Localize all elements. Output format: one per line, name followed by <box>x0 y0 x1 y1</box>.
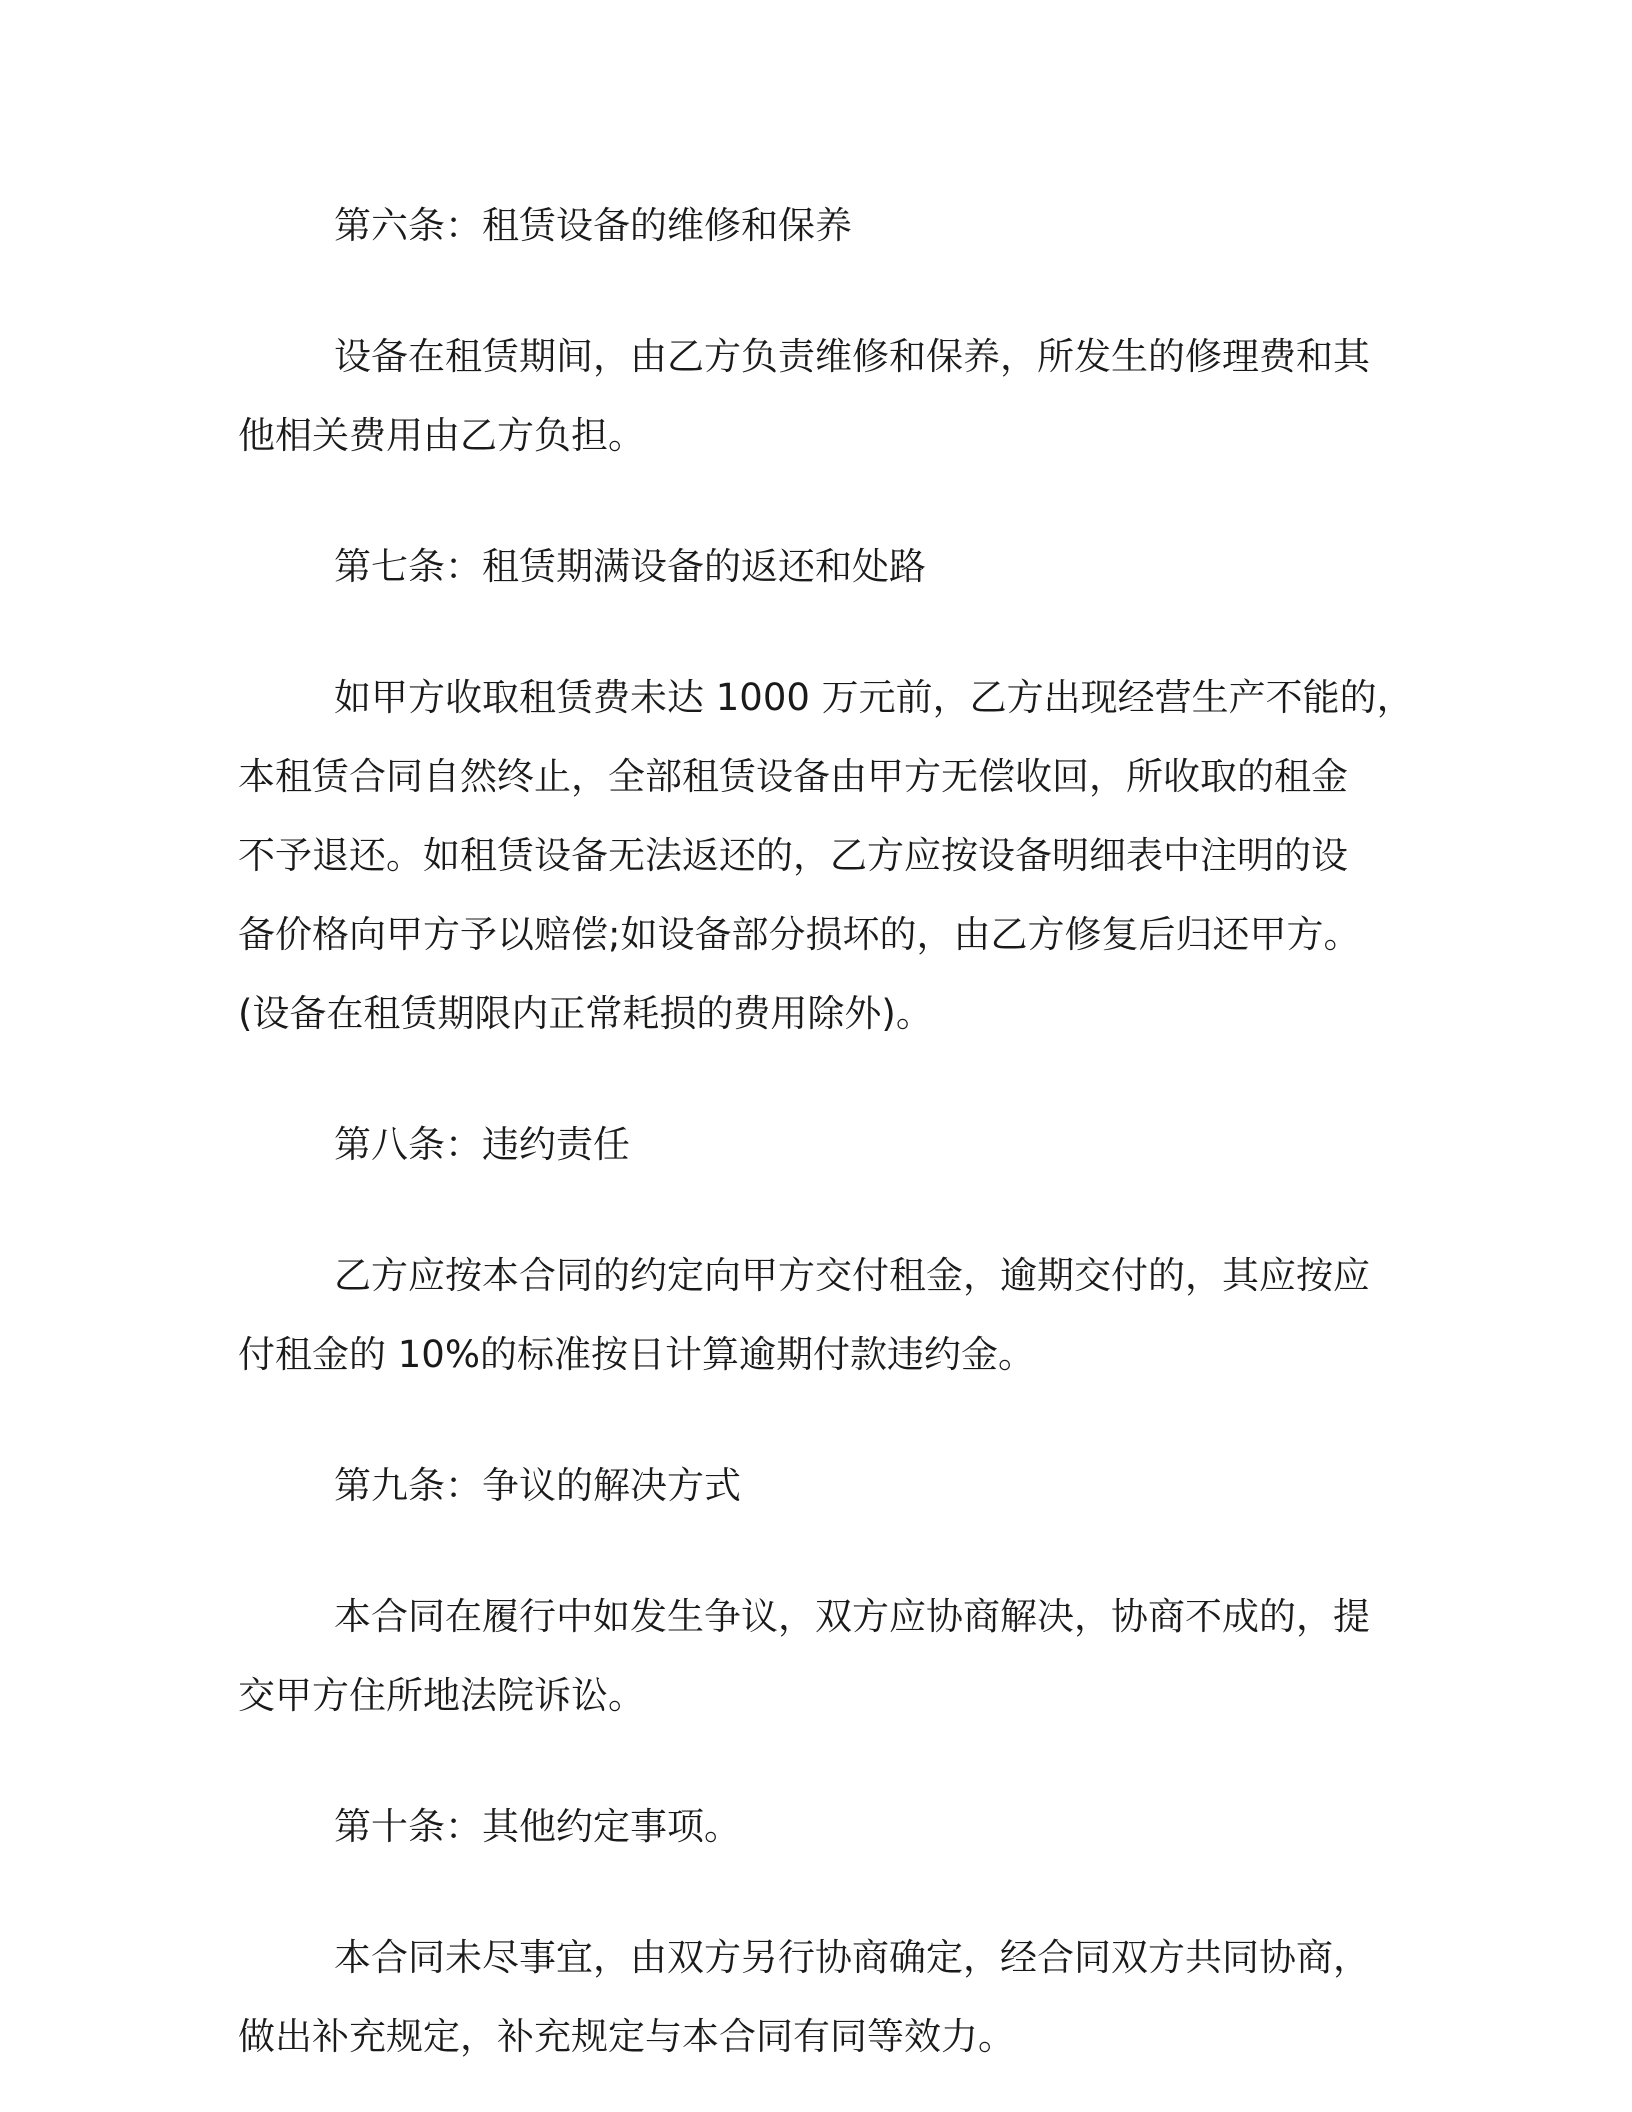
document-body <box>238 186 1414 2076</box>
section-10-paragraph-line-1: 本合同未尽事宜，由双方另行协商确定，经合同双方共同协商， <box>334 1936 1370 1979</box>
section-9-heading: 第九条：争议的解决方式 <box>334 1464 741 1507</box>
section-6-paragraph-line-2: 他相关费用由乙方负担。 <box>238 414 645 457</box>
section-7-paragraph-line-5: (设备在租赁期限内正常耗损的费用除外)。 <box>238 992 933 1035</box>
section-6-heading: 第六条：租赁设备的维修和保养 <box>334 204 852 247</box>
section-9-paragraph-line-2: 交甲方住所地法院诉讼。 <box>238 1674 645 1717</box>
section-10-heading: 第十条：其他约定事项。 <box>334 1805 741 1848</box>
section-7-paragraph-line-2: 本租赁合同自然终止，全部租赁设备由甲方无偿收回，所收取的租金 <box>238 755 1348 798</box>
section-7-heading: 第七条：租赁期满设备的返还和处路 <box>334 545 926 588</box>
section-8-paragraph-line-1: 乙方应按本合同的约定向甲方交付租金，逾期交付的，其应按应 <box>334 1254 1370 1297</box>
section-8-paragraph-line-2: 付租金的 10%的标准按日计算逾期付款违约金。 <box>238 1333 1035 1376</box>
section-7-paragraph-line-4: 备价格向甲方予以赔偿;如设备部分损坏的，由乙方修复后归还甲方。 <box>238 913 1361 956</box>
section-7-paragraph-line-1: 如甲方收取租赁费未达 1000 万元前，乙方出现经营生产不能的， <box>334 676 1414 719</box>
section-10-paragraph-line-2: 做出补充规定，补充规定与本合同有同等效力。 <box>238 2015 1015 2058</box>
section-6-paragraph-line-1: 设备在租赁期间，由乙方负责维修和保养，所发生的修理费和其 <box>334 335 1370 378</box>
section-9-paragraph-line-1: 本合同在履行中如发生争议，双方应协商解决，协商不成的，提 <box>334 1595 1370 1638</box>
section-8-heading: 第八条：违约责任 <box>334 1123 630 1166</box>
section-7-paragraph-line-3: 不予退还。如租赁设备无法返还的，乙方应按设备明细表中注明的设 <box>238 834 1348 877</box>
